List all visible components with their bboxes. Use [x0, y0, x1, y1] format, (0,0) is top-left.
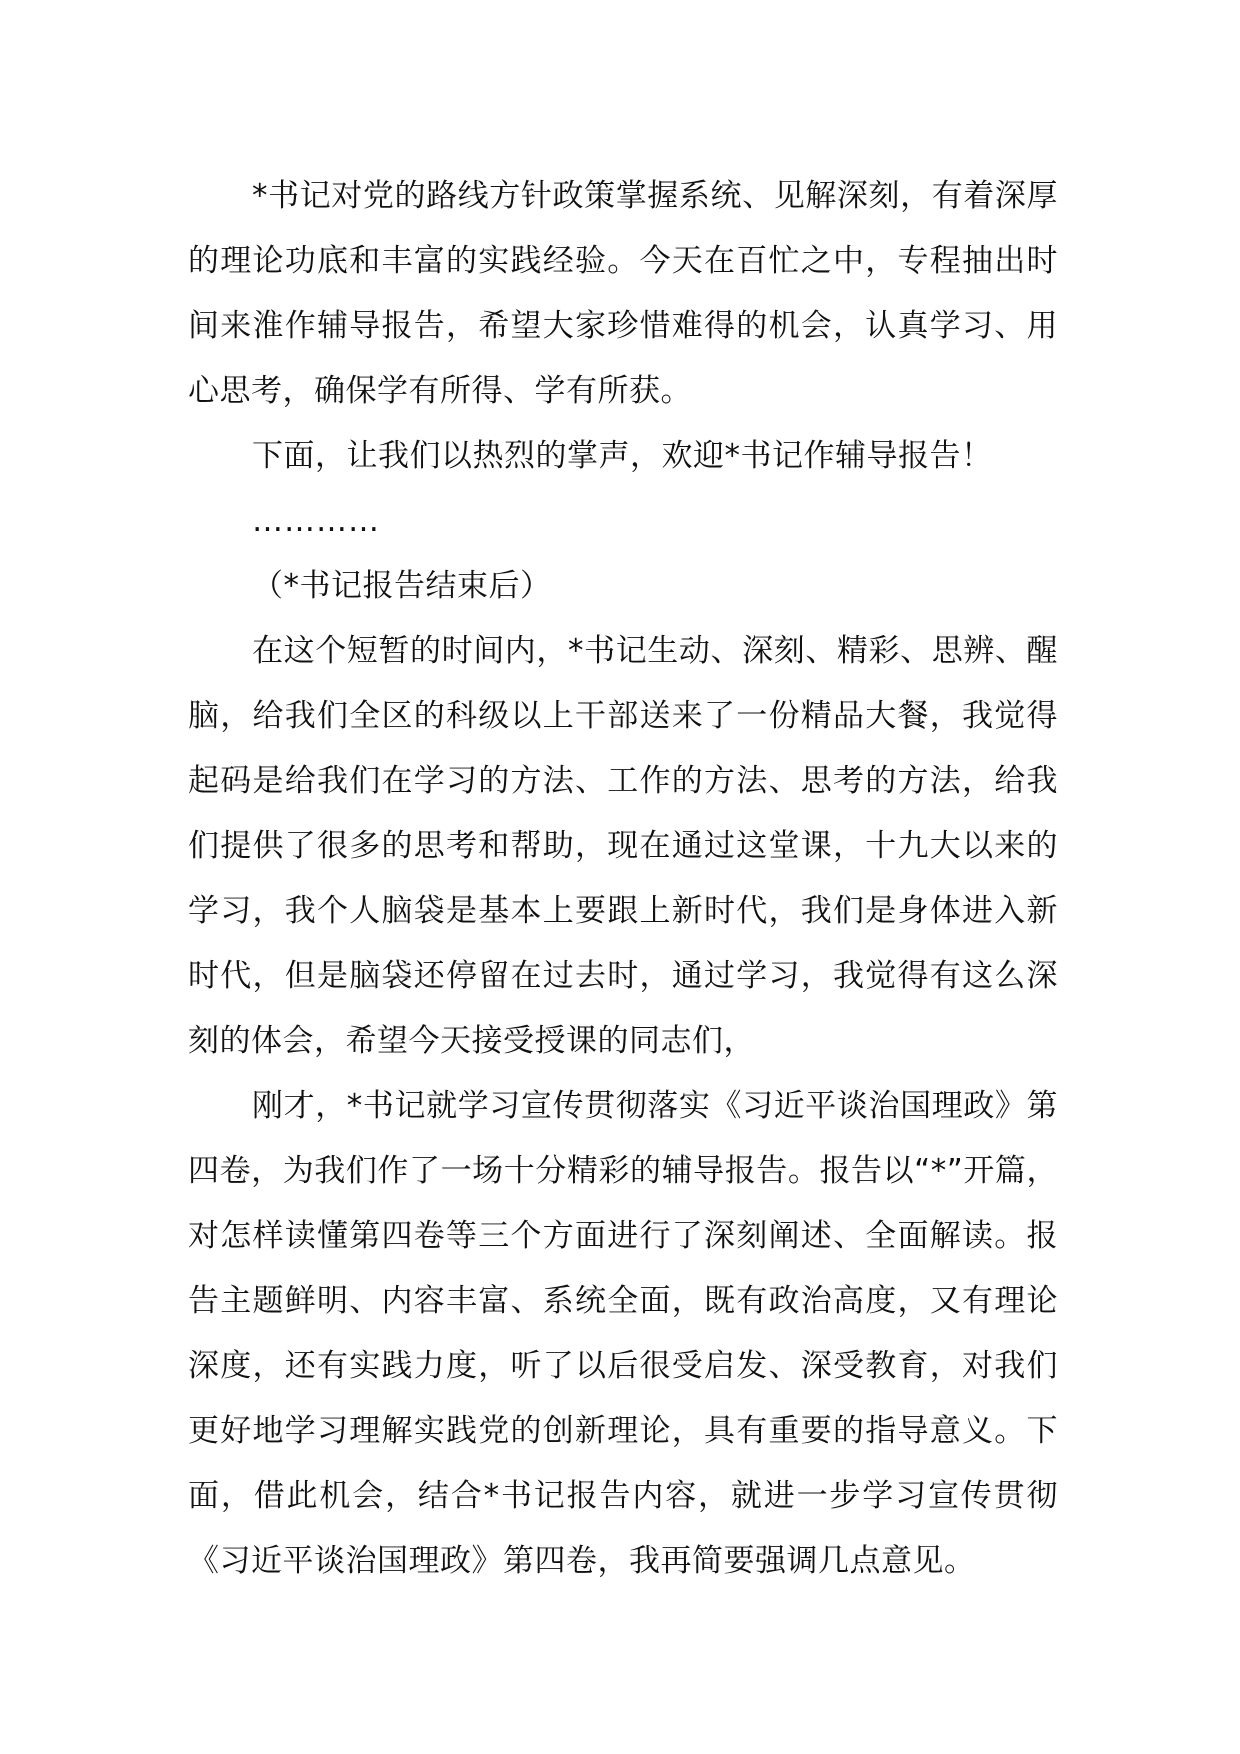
paragraph-summary: 刚才，*书记就学习宣传贯彻落实《习近平谈治国理政》第四卷，为我们作了一场十分精彩的辅导报告。报告以“*”开篇，对怎样读懂第四卷等三个方面进行了深刻阐述、全面解读。报告主题鲜明、内容丰富、系统全面，既有政治高度，又有理论深度，还有实践力度，听了以后很受启发、深受教育，对我们更好地学习理解实践党的创新理论，具有重要的指导意义。下面，借此机会，结合*书记报告内容，就进一步学习宣传贯彻《习近平谈治国理政》第四卷，我再简要强调几点意见。 [188, 1088, 1058, 1579]
paragraph-intro: *书记对党的路线方针政策掌握系统、见解深刻，有着深厚的理论功底和丰富的实践经验。今天在百忙之中，专程抽出时间来淮作辅导报告，希望大家珍惜难得的机会，认真学习、用心思考，确保学有所得、学有所获。 [188, 178, 1058, 409]
document-body [188, 164, 1058, 1594]
paragraph-reflection: 在这个短暂的时间内，*书记生动、深刻、精彩、思辨、醒脑，给我们全区的科级以上干部送来了一份精品大餐，我觉得起码是给我们在学习的方法、工作的方法、思考的方法，给我们提供了很多的思考和帮助，现在通过这堂课，十九大以来的学习，我个人脑袋是基本上要跟上新时代，我们是身体进入新时代，但是脑袋还停留在过去时，通过学习，我觉得有这么深刻的体会，希望今天接受授课的同志们， [188, 633, 1058, 1059]
paragraph-ellipsis: ………… [252, 503, 380, 539]
paragraph-welcome: 下面，让我们以热烈的掌声，欢迎*书记作辅导报告！ [252, 438, 993, 474]
paragraph-stage-note: （*书记报告结束后） [252, 568, 552, 604]
